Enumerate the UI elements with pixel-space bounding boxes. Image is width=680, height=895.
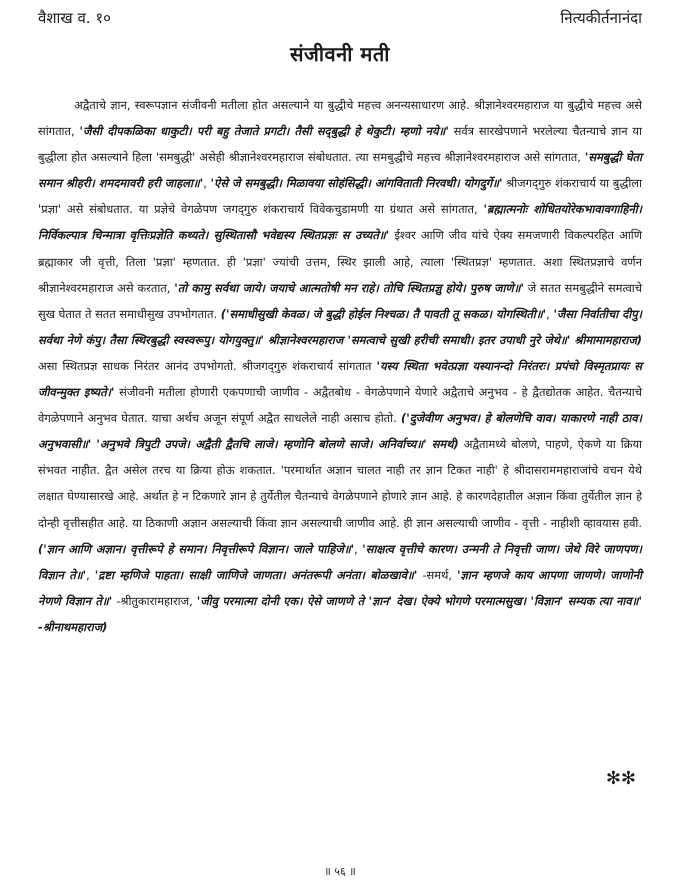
quotation-text: 'जीवु परमात्मा दोनी एक। ऐसे जाणणे ते 'ज्ञान' देख। ऐक्ये भोगणे परमात्मसुख। 'विज्ञान' सम्यक त्या नाव॥' bbox=[196, 593, 642, 608]
body-paragraph bbox=[38, 92, 642, 640]
body-text bbox=[38, 92, 642, 640]
body-text-run: , bbox=[86, 567, 95, 582]
ornament-asterisks: ✻✻ bbox=[605, 768, 636, 789]
quotation-text: -श्रीनाथमहाराज) bbox=[38, 619, 108, 634]
body-text-run: असा स्थितप्रज्ञ साधक निरंतर आनंद उपभोगतो. श्रीजगद्‌गुरु शंकराचार्य सांगतात bbox=[38, 358, 377, 373]
quotation-text: ('दुजेवीण अनुभव। हे बोलणेचि वाव। याकारणे नाही ठाव। अनुभवासी॥' bbox=[38, 411, 642, 452]
quotation-text: 'समबुद्धी घेता समान श्रीहरी। शमदमावरी हरी जाहला॥' bbox=[38, 150, 642, 191]
body-text-run: सर्वत्र सारखेपणाने भरलेल्या चैतन्याचे ज्ञान या बुद्धीला होत असल्याने हिला 'समबुद्धी' असेही श्रीज्ञानेश्वरमहाराज संबोधतात. त्या समबुद्धीचे महत्त्व श्रीज्ञानेश्वरमहाराज असे सांगतात, bbox=[38, 124, 642, 165]
quotation-text: 'जैसा निर्वातीचा दीपु। सर्वथा नेणे कंपु। तैसा स्थिरबुद्धी स्वस्वरूपु। योगयुक्तु॥' bbox=[38, 306, 642, 347]
page-number: ॥ ५६ ॥ bbox=[324, 865, 356, 878]
quotation-text: ('ज्ञान आणि अज्ञान। वृत्तीरूपे हे समान। निवृत्तीरूपे विज्ञान। जाले पाहिजे॥' bbox=[38, 541, 355, 556]
quotation-text: 'यस्य स्थिता भवेत्प्रज्ञा यस्यानन्दो निरंतरः। प्रपंचो विस्मृतप्रायः स जीवन्मुक्त इष्यते।' bbox=[38, 358, 643, 400]
body-text-run: , bbox=[546, 306, 554, 321]
page-title: संजीवनी मती bbox=[290, 42, 390, 66]
body-text-run: अद्वैताचे ज्ञान, स्वरूपज्ञान संजीवनी मतीला होत असल्याने या बुद्धीचे महत्त्व अनन्यसाधारण आहे. श्रीज्ञानेश्वरमहाराज या बुद्धीचे महत्त्व असे सांगतात, bbox=[38, 98, 642, 139]
body-text-run: -श्रीतुकारामहाराज, bbox=[112, 593, 197, 608]
quotation-text: 'अनुभवे त्रिपुटी उपजे। अद्वैती द्वैतचि लाजे। म्हणोनि बोलणे साजे। अनिर्वाच्य॥' bbox=[96, 437, 427, 452]
quotation-text: श्रीज्ञानेश्वरमहाराज 'समत्वाचे सुखी हरीची समाधी। इतर उपाधी नुरे जेथे॥' bbox=[267, 332, 571, 347]
body-text-run: अद्वैतामध्ये बोलणे, पाहणे, ऐकणे या क्रिया संभवत नाहीत. द्वैत असेल तरच या क्रिया होऊ शकतात. 'परमार्थात अज्ञान चालत नाही तर ज्ञान टिकत नाही' हे श्रीदासराममहाराजांचे वचन येथे लक्षात घेण्यासारखे आहे. अर्थात हे न टिकणारे ज्ञान हे तुर्येतील चैतन्याचे वेगळेपणाने होणारे ज्ञान आहे. हे कारणदेहातील अज्ञान किंवा तुर्येतील ज्ञान हे दोन्ही वृत्तीसहीत आहे. या ठिकाणी अज्ञान असल्याची किंवा ज्ञान असल्याची जाणीव आहे. ही ज्ञान असल्याची जाणीव - वृत्ती - नाहीशी व्हावयास हवी. bbox=[38, 437, 643, 530]
header-date: वैशाख व. १० bbox=[38, 9, 111, 27]
body-text-run: संजीवनी मतीला होणारी एकपणाची जाणीव - अद्वैतबोध - वेगळेपणाने येणारे अद्वैताचे अनुभव - हे द्वैतद्योतक आहेत. चैतन्याचे वेगळेपणाने अनुभव घेतात. याचा अर्थच अजून संपूर्ण अद्वैत साधलेले नाही असाच होतो. bbox=[38, 385, 642, 426]
quotation-text: समर्थ) bbox=[431, 437, 459, 452]
quotation-text: 'जैसी दीपकळिका धाकुटी। परी बहु तेजाते प्रगटी। तैसी सद्‌बुद्धी हे थेकुटी। म्हणो नये॥' bbox=[79, 124, 449, 139]
quotation-text: 'तो कामु सर्वथा जाये। जयाचे आत्मतोषी मन राहे। तोचि स्थितप्रज्ञु होये। पुरुष जाणे॥' bbox=[174, 280, 524, 295]
quotation-text: ('समाधीसुखी केवळ। जे बुद्धी होईल निश्चळ। तै पावती तू सकळ। योगस्थिती॥' bbox=[220, 306, 547, 321]
body-text-run: , bbox=[203, 176, 211, 191]
quotation-text: 'ऐसे जे समबुद्धी। मिळावया सोहंसिद्धी। आंगविताती निरवधी। योगदुर्गे॥' bbox=[210, 176, 503, 191]
header-book-title: नित्यकीर्तनानंदा bbox=[560, 9, 642, 27]
quotation-text: श्रीमामामहाराज) bbox=[574, 332, 642, 347]
quotation-text: 'ज्ञान म्हणजे काय आपणा जाणणे। जाणोनी नेणणे विज्ञान ते॥' bbox=[38, 567, 642, 608]
body-text-run: ईश्वर आणि जीव यांचे ऐक्य समजणारी विकल्परहित आणि ब्रह्माकार जी वृत्ती, तिला 'प्रज्ञा' म्हणतात. ही 'प्रज्ञा' ज्यांची उत्तम, स्थिर झाली आहे, त्याला 'स्थितप्रज्ञ' म्हणतात. अशा स्थितप्रज्ञाचे वर्णन श्रीज्ञानेश्वरमहाराज असे करतात, bbox=[38, 228, 642, 295]
body-text-run: जे सतत समबुद्धीने समत्वाचे सुख घेतात ते सतत समाधीसुख उपभोगतात. bbox=[38, 280, 642, 321]
body-text-run: -समर्थ, bbox=[417, 567, 458, 582]
quotation-text: 'ब्रह्मात्मनोः शोधितयोरेकभावावगाहिनी। निर्विकल्पात्र चिन्मात्रा वृत्तिःप्रज्ञेति कथ्यते। सुस्थितासौ भवेद्यस्य स्थितप्रज्ञः स उच्यते॥' bbox=[38, 202, 642, 243]
body-text-run: श्रीजगद्‌गुरु शंकराचार्य या बुद्धीला 'प्रज्ञा' असे संबोधतात. या प्रज्ञेचे वेगळेपण जगद्‌गुरु शंकराचार्य विवेकचुडामणी या ग्रंथात असे सांगतात, bbox=[38, 176, 642, 217]
body-text-run: , bbox=[354, 541, 363, 556]
quotation-text: 'द्रष्टा म्हणिजे पाहता। साक्षी जाणिजे जाणता। अनंतरूपी अनंता। बोळखावे॥' bbox=[94, 567, 418, 582]
quotation-text: 'साक्षत्व वृत्तीचे कारण। उन्मनी ते निवृत्ती जाण। जेथे विरे जाणपण। विज्ञान ते॥' bbox=[38, 541, 642, 582]
